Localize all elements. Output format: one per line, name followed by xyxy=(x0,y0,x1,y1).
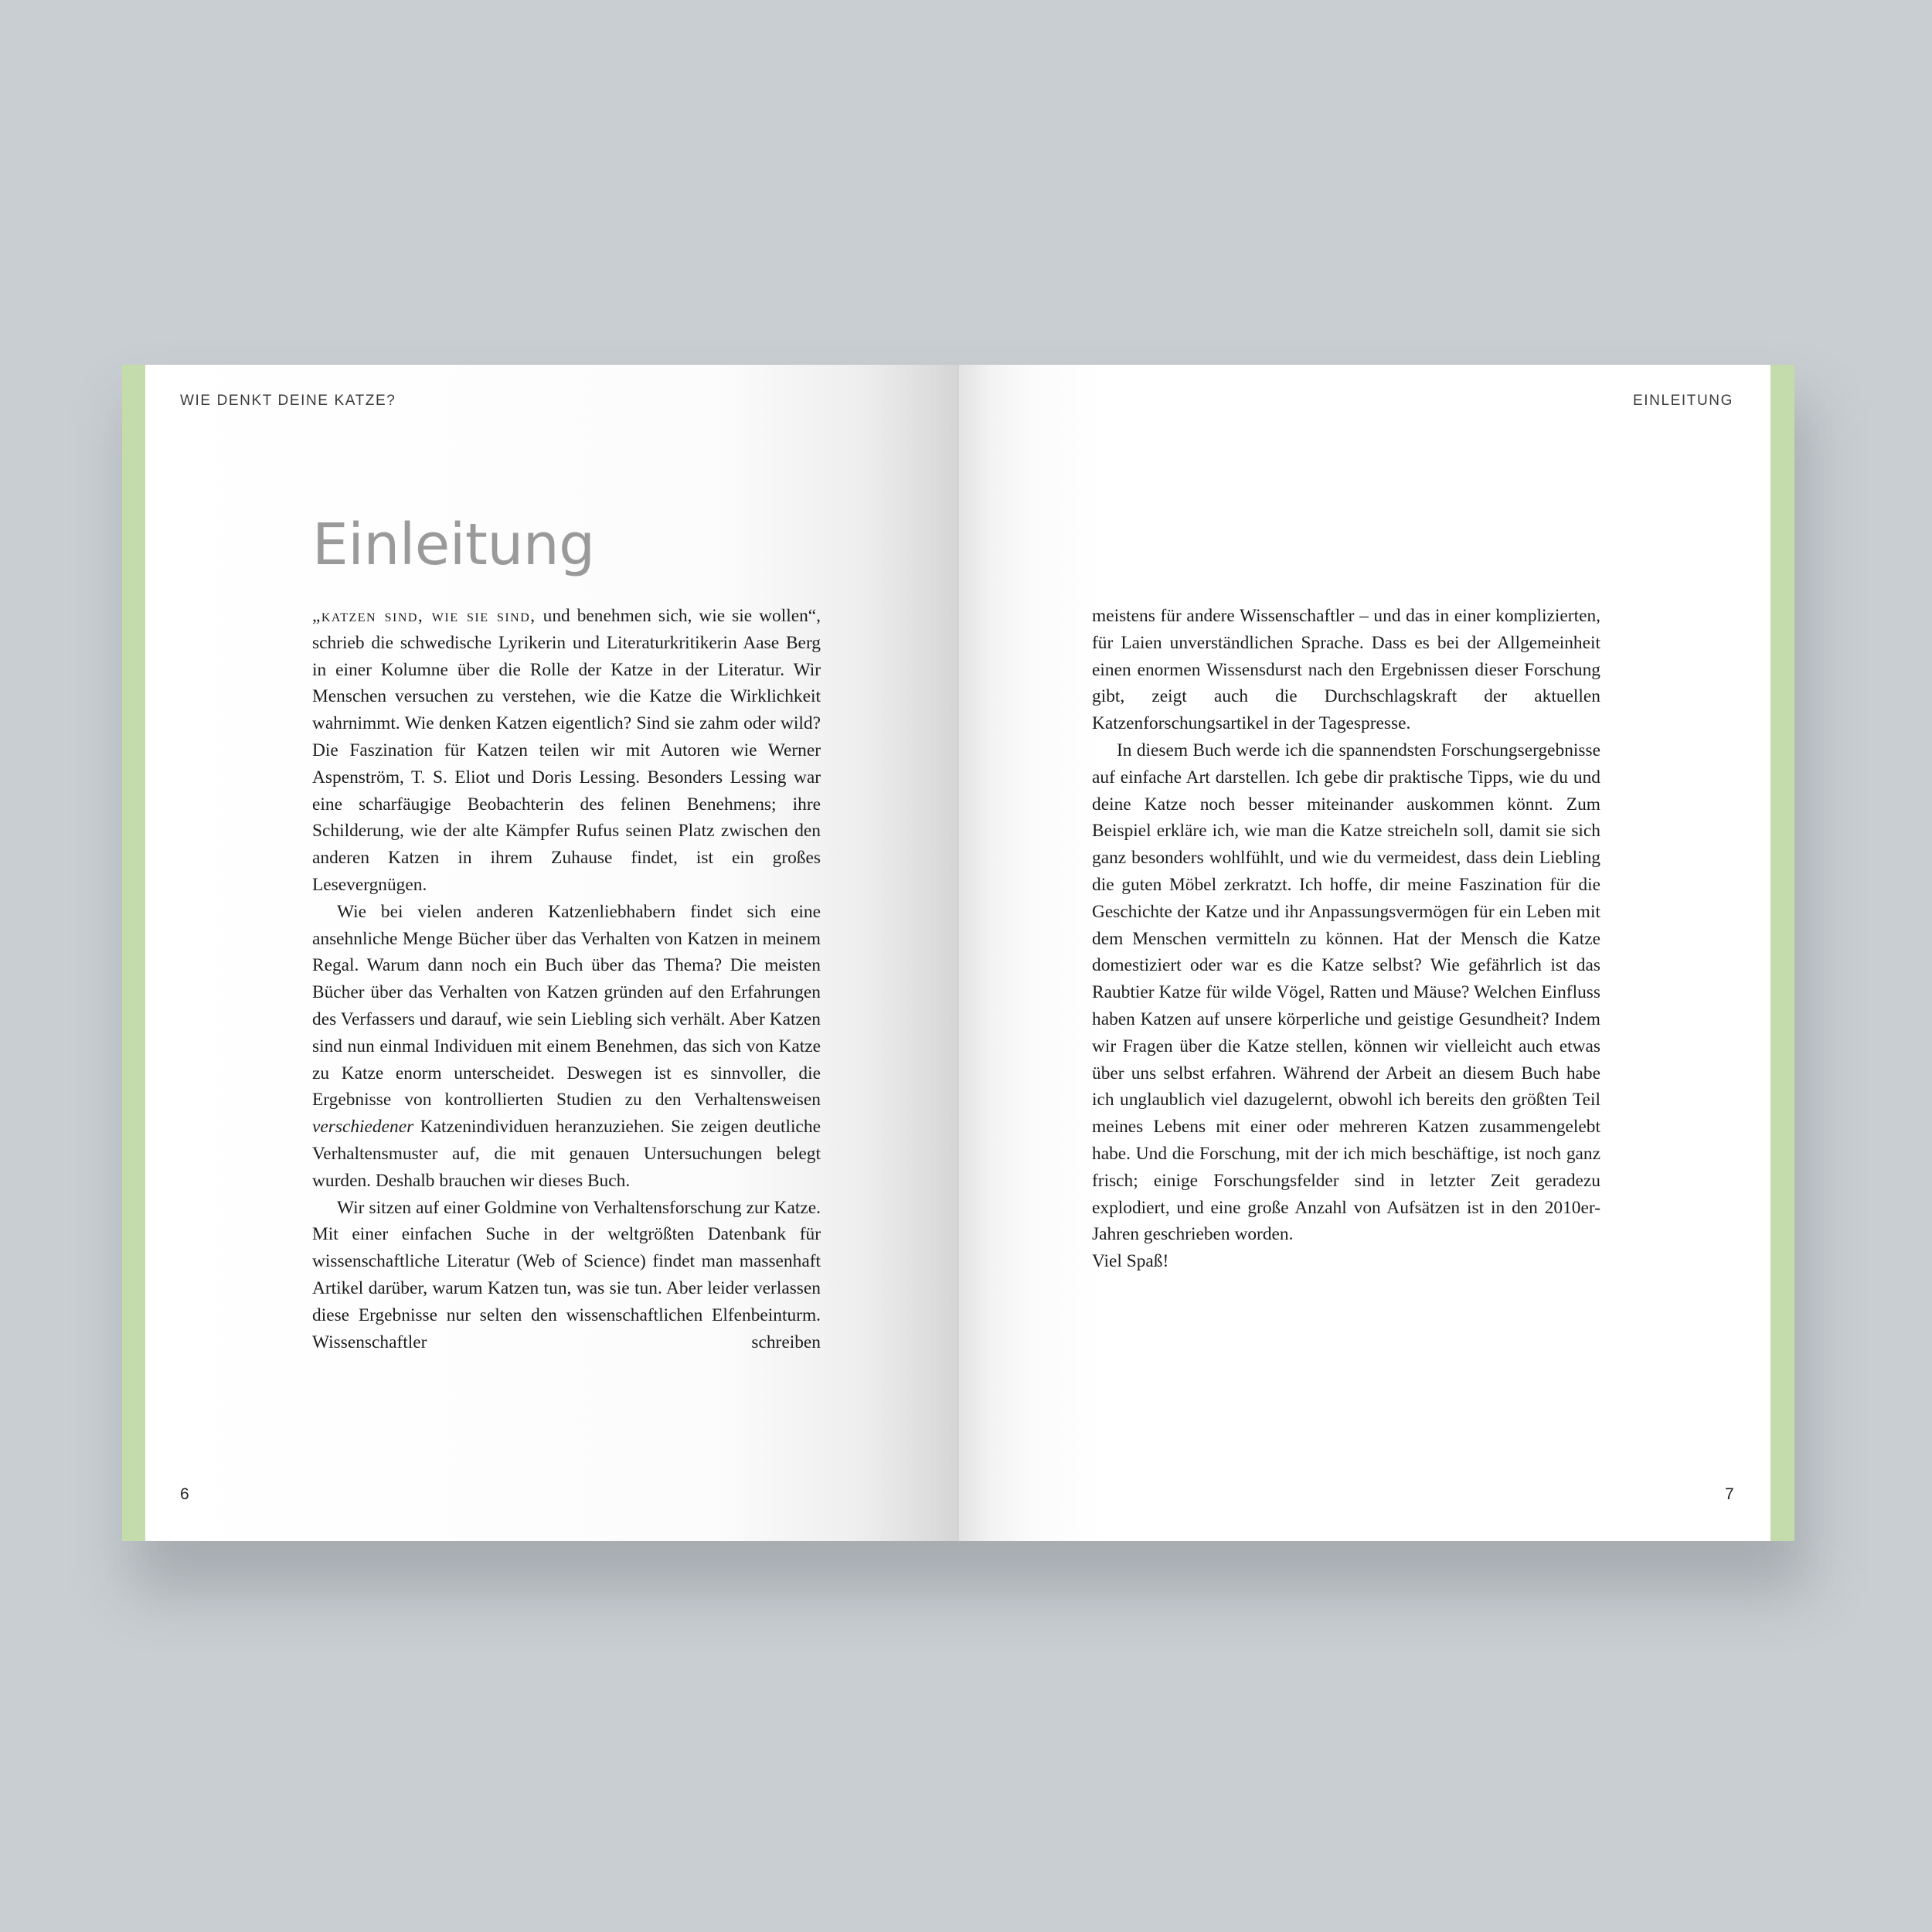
paragraph-3: Wir sitzen auf einer Goldmine von Verhaltensforschung zur Katze. Mit einer einfachen Suche in der weltgrößten Datenbank für wissenschaftliche Literatur (Web of Science) findet man massenhaft Artikel darüber, warum Katzen tun, was sie tun. Aber leider verlassen diese Ergebnisse nur selten den wissenschaftlichen Elfenbeinturm. Wissenschaftler schreiben xyxy=(312,1197,821,1352)
page-number-right: 7 xyxy=(1725,1485,1734,1503)
paragraph-2-text-a: Wie bei vielen anderen Katzenliebhabern findet sich eine ansehnliche Menge Bücher über das Verhalten von Katzen in meinem Regal. Warum dann noch ein Buch über das Thema? Die meisten Bücher über das Verhalten von Katzen gründen auf den Erfahrungen des Verfassers und darauf, wie sein Liebling sich verhält. Aber Katzen sind nun einmal Individuen mit einem Benehmen, das sich von Katze zu Katze enorm unterscheidet. Deswegen ist es sinnvoller, die Ergebnisse von kontrollierten Studien zu den Verhaltensweisen xyxy=(312,901,821,1111)
running-head-left: WIE DENKT DEINE KATZE? xyxy=(180,393,396,409)
closing-line: Viel Spaß! xyxy=(1092,1251,1169,1272)
paragraph-1-text: und benehmen sich, wie sie wollen“, schrieb die schwedische Lyrikerin und Literaturkritikerin Aase Berg in einer Kolumne über die Rolle der Katze in der Literatur. Wir Menschen versuchen zu verstehen, wie die Katze die Wirklichkeit wahrnimmt. Wie denken Katzen eigentlich? Sind sie zahm oder wild? Die Faszination für Katzen teilen wir mit Autoren wie Werner Aspenström, T. S. Eliot und Doris Lessing. Besonders Lessing war eine scharfäugige Beobachterin des felinen Benehmens; ihre Schilderung, wie der alte Kämpfer Rufus seinen Platz zwischen den anderen Katzen in ihrem Zuhause findet, ist ein großes Lesevergnügen. xyxy=(312,606,821,895)
left-text-column xyxy=(312,603,821,1355)
right-text-column xyxy=(1092,603,1600,1275)
opening-smallcaps: „katzen sind, wie sie sind, xyxy=(312,606,536,626)
paragraph-5: In diesem Buch werde ich die spannendsten Forschungsergebnisse auf einfache Art darstellen. Ich gebe dir praktische Tipps, wie du und deine Katze noch besser miteinander auskommen könnt. Zum Beispiel erkläre ich, wie man die Katze streicheln soll, damit sie sich ganz besonders wohlfühlt, und wie du vermeidest, dass dein Liebling die guten Möbel zerkratzt. Ich hoffe, dir meine Faszination für die Geschichte der Katze und ihr Anpassungsvermögen für ein Leben mit dem Menschen vermitteln zu können. Hat der Mensch die Katze domestiziert oder war es die Katze selbst? Wie gefährlich ist das Raubtier Katze für wilde Vögel, Ratten und Mäuse? Welchen Einfluss haben Katzen auf unsere körperliche und geistige Gesundheit? Indem wir Fragen über die Katze stellen, können wir vielleicht auch etwas über uns selbst erfahren. Während der Arbeit an diesem Buch habe ich unglaublich viel dazugelernt, obwohl ich bereits den größten Teil meines Lebens mit einer oder mehreren Katzen zusammengelebt habe. Und die Forschung, mit der ich mich beschäftige, ist noch ganz frisch; einige Forschungsfelder sind in letzter Zeit geradezu explodiert, und eine große Anzahl von Aufsätzen ist in den 2010er-Jahren geschrieben worden. xyxy=(1092,740,1600,1245)
paragraph-2-text-b: Katzenindividuen heranzuziehen. Sie zeigen deutliche Verhaltensmuster auf, die mit genauen Untersuchungen belegt wurden. Deshalb brauchen wir dieses Buch. xyxy=(312,1117,821,1191)
chapter-title: Einleitung xyxy=(312,512,595,578)
paragraph-1 xyxy=(312,603,821,899)
page-number-left: 6 xyxy=(180,1485,189,1503)
running-head-right: EINLEITUNG xyxy=(1632,393,1733,409)
paragraph-4: meistens für andere Wissenschaftler – und das in einer komplizierten, für Laien unverständlichen Sprache. Dass es bei der Allgemeinheit einen enormen Wissensdurst nach den Ergebnissen dieser Forschung gibt, zeigt auch die Durchschlagskraft der aktuellen Katzenforschungsartikel in der Tagespresse. xyxy=(1092,606,1600,734)
paragraph-2-italic: verschiedener xyxy=(312,1117,414,1138)
paragraph-2 xyxy=(312,899,821,1195)
